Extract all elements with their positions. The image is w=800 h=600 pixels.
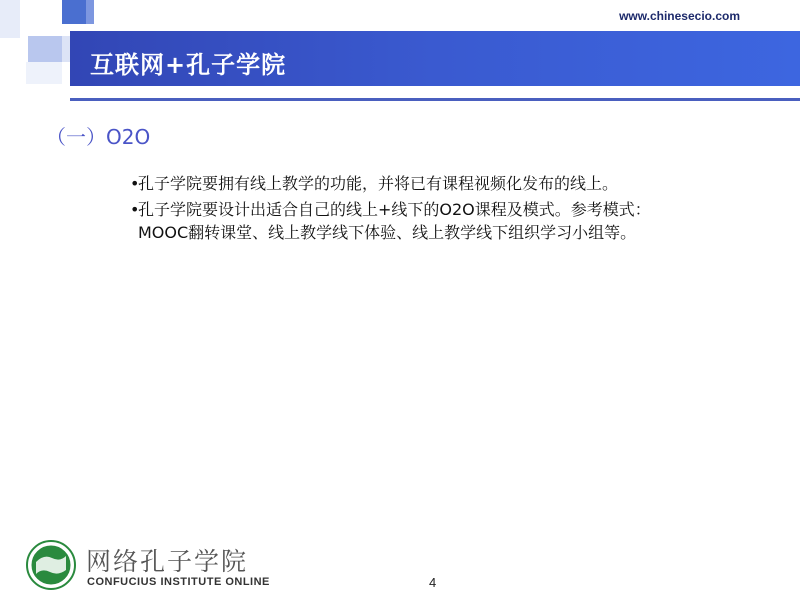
list-item xyxy=(130,198,700,244)
logo-chinese-text: 网络孔子学院 xyxy=(86,547,249,576)
bullet-text: 孔子学院要拥有线上教学的功能，并将已有课程视频化发布的线上。 xyxy=(138,174,619,193)
decor-square xyxy=(0,0,20,38)
bullet-icon: • xyxy=(130,174,140,193)
divider-line xyxy=(70,98,800,101)
section-heading: （一）O2O xyxy=(46,125,151,149)
bullet-list xyxy=(130,172,700,247)
list-item xyxy=(130,172,700,195)
title-bar xyxy=(70,31,800,86)
decor-square xyxy=(26,62,62,84)
logo-english-text: CONFUCIUS INSTITUTE ONLINE xyxy=(87,576,270,588)
decor-square xyxy=(62,0,86,24)
confucius-logo-icon xyxy=(26,540,76,590)
decor-square xyxy=(28,36,64,62)
website-url: www.chinesecio.com xyxy=(619,9,740,23)
slide-title: 互联网+孔子学院 xyxy=(90,51,287,79)
bullet-icon: • xyxy=(130,200,140,219)
decor-square xyxy=(86,0,94,24)
page-number: 4 xyxy=(429,575,437,590)
bullet-text: 孔子学院要设计出适合自己的线上+线下的O2O课程及模式。参考模式：MOOC翻转课堂、线上教学线下体验、线上教学线下组织学习小组等。 xyxy=(138,200,651,242)
